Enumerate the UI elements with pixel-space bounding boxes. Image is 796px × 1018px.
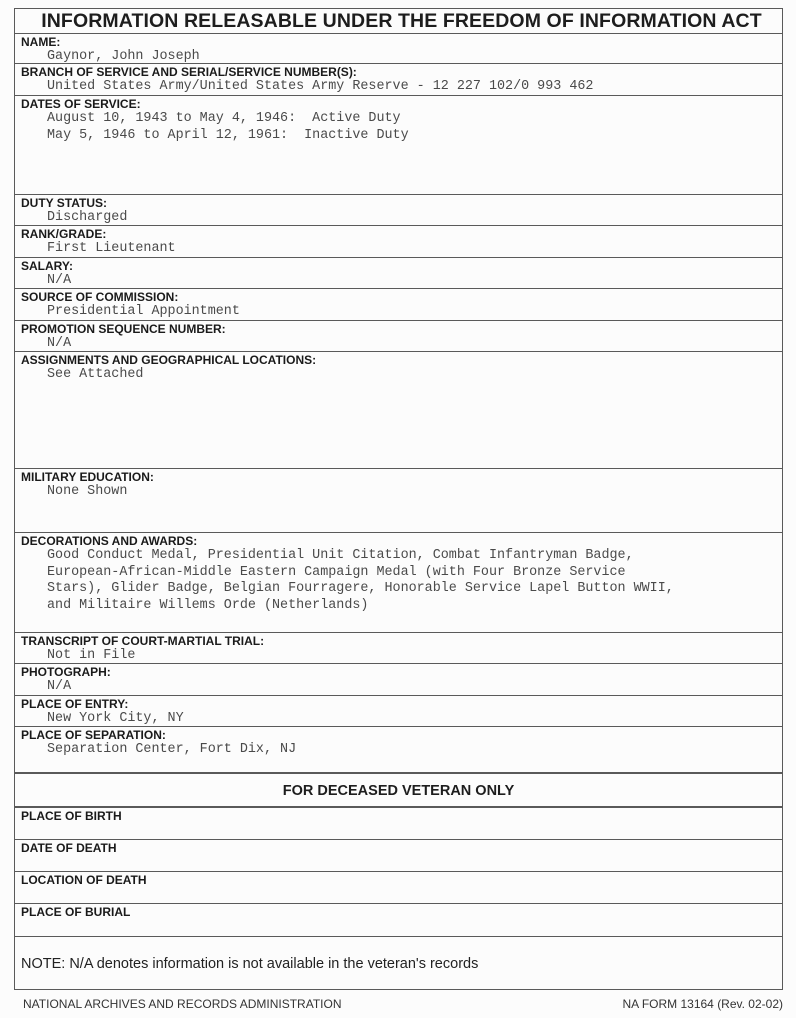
deceased-section-heading: FOR DECEASED VETERAN ONLY [282, 783, 515, 799]
field-salary [15, 257, 782, 288]
field-label: TRANSCRIPT OF COURT-MARTIAL TRIAL: [21, 634, 265, 648]
field-label: PROMOTION SEQUENCE NUMBER: [21, 322, 226, 336]
field-value: None Shown [47, 484, 128, 499]
field-place-of-burial [15, 903, 782, 936]
field-assignments [15, 351, 782, 468]
field-label: PLACE OF SEPARATION: [21, 728, 166, 742]
field-promotion-sequence [15, 320, 782, 351]
form-title-row [15, 9, 782, 33]
field-label: LOCATION OF DEATH [21, 873, 147, 887]
field-value: N/A [47, 336, 72, 351]
field-label: DUTY STATUS: [21, 196, 107, 210]
field-value: Discharged [47, 210, 128, 225]
field-label: SOURCE OF COMMISSION: [21, 290, 179, 304]
field-label: MILITARY EDUCATION: [21, 470, 154, 484]
field-value-line: August 10, 1943 to May 4, 1946: Active Duty [47, 111, 401, 126]
field-value: Presidential Appointment [47, 304, 240, 319]
field-value-line: European-African-Middle Eastern Campaign Medal (with Four Bronze Service [47, 564, 626, 580]
field-value: Separation Center, Fort Dix, NJ [47, 742, 297, 757]
field-label: DECORATIONS AND AWARDS: [21, 534, 198, 548]
field-source-of-commission [15, 288, 782, 320]
field-label: DATES OF SERVICE: [21, 97, 141, 111]
field-court-martial [15, 632, 782, 663]
field-branch [15, 63, 782, 95]
field-value: Gaynor, John Joseph [47, 49, 200, 64]
field-value-line: Stars), Glider Badge, Belgian Fourragere, Honorable Service Lapel Button WWII, [47, 581, 674, 596]
field-value: New York City, NY [47, 711, 184, 726]
field-label: BRANCH OF SERVICE AND SERIAL/SERVICE NUMBER(S): [21, 65, 357, 79]
field-label: NAME: [21, 35, 61, 49]
field-military-education [15, 468, 782, 532]
footer-form-number: NA FORM 13164 (Rev. 02-02) [622, 997, 783, 1011]
form-title: INFORMATION RELEASABLE UNDER THE FREEDOM OF INFORMATION ACT [41, 10, 762, 32]
field-value: N/A [47, 679, 72, 694]
field-place-of-entry [15, 695, 782, 726]
footer-agency: NATIONAL ARCHIVES AND RECORDS ADMINISTRATION [23, 997, 342, 1011]
field-label: PLACE OF ENTRY: [21, 697, 129, 711]
field-label: ASSIGNMENTS AND GEOGRAPHICAL LOCATIONS: [21, 353, 317, 367]
field-value: Not in File [47, 648, 136, 663]
field-place-of-birth [15, 806, 782, 839]
field-place-of-separation [15, 726, 782, 772]
field-date-of-death [15, 839, 782, 871]
field-label: RANK/GRADE: [21, 227, 107, 241]
field-label: PHOTOGRAPH: [21, 665, 111, 679]
field-value-line: and Militaire Willems Orde (Netherlands) [47, 597, 369, 613]
field-label: PLACE OF BURIAL [21, 905, 131, 919]
field-dates-of-service [15, 95, 782, 194]
field-label: SALARY: [21, 259, 73, 273]
field-location-of-death [15, 871, 782, 903]
note-text: NOTE: N/A denotes information is not available in the veteran's records [21, 956, 479, 972]
deceased-section-heading-row [15, 772, 782, 806]
field-value-line: May 5, 1946 to April 12, 1961: Inactive Duty [47, 127, 409, 143]
field-rank-grade [15, 225, 782, 257]
field-value: N/A [47, 273, 72, 288]
field-value: See Attached [47, 367, 144, 382]
field-name [15, 33, 782, 63]
field-label: PLACE OF BIRTH [21, 809, 122, 823]
field-duty-status [15, 194, 782, 225]
field-decorations-awards [15, 532, 782, 632]
field-value: First Lieutenant [47, 241, 176, 256]
field-value-line: Good Conduct Medal, Presidential Unit Citation, Combat Infantryman Badge, [47, 548, 634, 563]
field-photograph [15, 663, 782, 695]
foia-form [14, 8, 783, 990]
note-row [15, 936, 782, 989]
field-label: DATE OF DEATH [21, 841, 117, 855]
field-value: United States Army/United States Army Reserve - 12 227 102/0 993 462 [47, 79, 594, 94]
